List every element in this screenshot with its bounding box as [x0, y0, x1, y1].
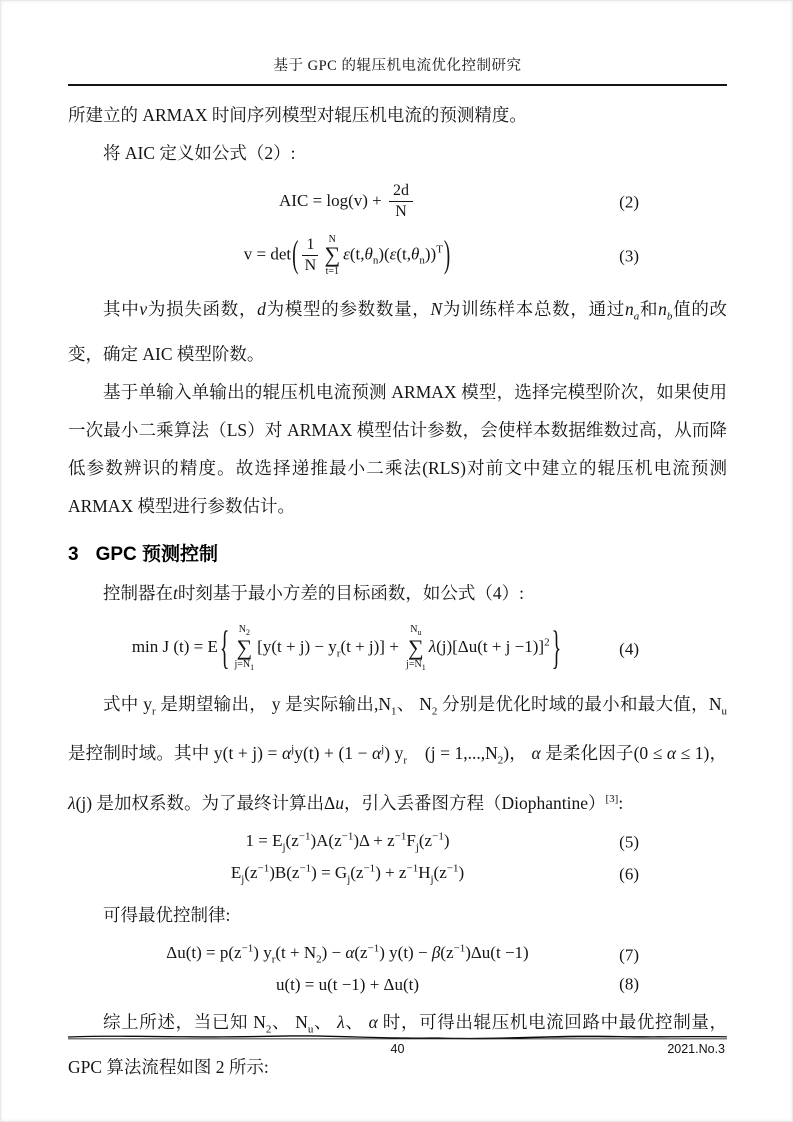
paragraph-aic-variables: 其中v为损失函数，d为模型的参数数量，N为训练样本总数，通过$n_a$和$n_b$值的改变，确定 AIC 模型阶数。 [68, 298, 728, 365]
equation-diophantine-2-body: $E_j(z^{-1})B(z^{-1}) = G_j(z^{-1}) + z^{-1}H_j(z^{-1})$ [230, 862, 465, 886]
section-heading-gpc [68, 539, 727, 566]
paragraph-summary: 综上所述，当已知 $N_2$、 $N_u$、 λ、 α 时，可得出辊压机电流回路中最优控制量，GPC 算法流程如图 2 所示: [68, 1011, 728, 1078]
paragraph-symbols-explanation: 式中 $y_r$ 是期望输出， y 是实际输出$,N_1$、 $N_2$ 分别是优化时域的最小和最大值，$N_u$ 是控制时域。其中 $y(t + j) = \alpha^jy(t) + (1 - \alpha^j)$ $y_r$ $(j = 1,...,N_2)$， α 是柔化因子(0 ≤ α ≤ 1)，λ(j) 是加权系数。为了最终计算出Δu，引入丢番图方程（Diophantine）[3]: [68, 693, 728, 813]
page-footer [68, 1032, 727, 1060]
equation-control-increment-number: (8) [619, 974, 639, 994]
running-title: 基于 GPC 的辊压机电流优化控制研究 [273, 58, 522, 74]
equation-control-law-body: $\Delta u(t) = p(z^{-1}) y_r(t + N_2) - \alpha(z^{-1}) y(t) - \beta(z^{-1})\Delta u(t -1)$ [166, 942, 529, 966]
equation-loss-function-number: (3) [619, 246, 639, 266]
page-number: 40 [390, 1042, 405, 1056]
paragraph-aic-definition-intro: 将 AIC 定义如公式（2）: [103, 143, 296, 163]
equation-diophantine-2-number: (6) [619, 864, 639, 884]
paragraph-armax-precision: 所建立的 ARMAX 时间序列模型对辊压机电流的预测精度。 [68, 105, 527, 125]
equation-diophantine-1-number: (5) [619, 832, 639, 852]
header-rule [68, 84, 727, 86]
equation-loss-function-body: v = det( $\frac{1}{N}$ N ∑ t=1 $\varepsilon(t,\theta_n)(\varepsilon(t,\theta_n))^T$) [243, 234, 451, 278]
equation-diophantine-1-body: $1 = E_j(z^{-1})A(z^{-1})\Delta + z^{-1}F_j(z^{-1})$ [245, 830, 450, 854]
equation-control-increment [68, 976, 727, 993]
equation-loss-function [68, 234, 727, 278]
equation-control-law-number: (7) [619, 945, 639, 965]
paragraph-objective-intro: 控制器在t时刻基于最小方差的目标函数，如公式（4）: [103, 583, 524, 604]
equation-aic-number: (2) [619, 192, 639, 212]
footer-text-row [68, 1042, 727, 1060]
equation-aic [68, 182, 727, 222]
equation-objective-function-body: min J (t) = E { $N_2$ ∑ $j=N_1$ $[y(t + j) - y_r(t + j)]$ + $N_u$ ∑ $j=N_1$ $\lambda(j)[\Delta u(t + j -1)]^2$ } [131, 622, 562, 675]
section-number: 3 [68, 544, 79, 566]
paragraph-optimal-law-intro: 可得最优控制律: [103, 904, 231, 925]
equation-objective-function [68, 622, 727, 675]
equation-objective-function-number: (4) [619, 639, 639, 659]
paragraph-rls-selection: 基于单输入单输出的辊压机电流预测 ARMAX 模型，选择完模型阶次，如果使用一次最小二乘算法（LS）对 ARMAX 模型估计参数，会使样本数据维数过高，从而降低参数辨识的精度。故选择递推最小二乘法(RLS)对前文中建立的辊压机电流预测 ARMAX 模型进行参数估计。 [68, 382, 727, 517]
footer-decorative-line [68, 1032, 727, 1041]
equation-control-increment-body: u(t) = u(t −1) + Δu(t) [275, 974, 420, 994]
equation-diophantine-2 [68, 863, 727, 885]
equation-diophantine-1 [68, 831, 727, 853]
equation-control-law [68, 944, 727, 966]
page-header [68, 56, 727, 86]
equation-aic-body: AIC = log(v) + $\frac{2d}{N}$ [279, 191, 416, 210]
issue-label: 2021.No.3 [667, 1042, 725, 1056]
section-title: GPC 预测控制 [95, 544, 219, 566]
